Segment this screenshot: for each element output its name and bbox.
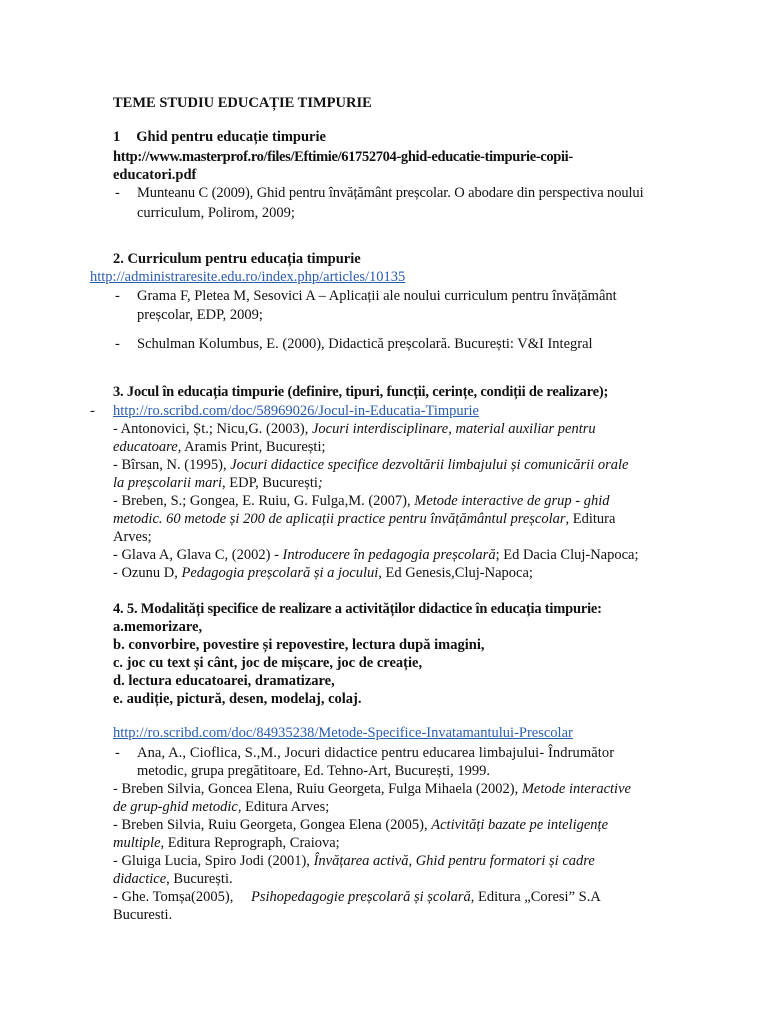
ref-text: ; <box>317 475 323 491</box>
ref-text: - Breben Silvia, Ruiu Georgeta, Gongea Elena (2005), <box>113 817 428 833</box>
ref-text: - Breben, S.; Gongea, E. Ruiu, G. Fulga,M. (2007), <box>113 493 411 509</box>
ref-text: , EDP, București <box>222 475 318 491</box>
bullet-dash: - <box>115 745 120 761</box>
ref-title-italic: Metode interactive <box>521 781 631 797</box>
ref-title-italic: educatoare <box>113 439 178 455</box>
bullet-dash: - <box>115 336 120 352</box>
ref-text: , Editura <box>565 511 616 527</box>
section-4-ref-5-line-1 <box>113 888 601 906</box>
section-1-url-line-2[interactable]: educatori.pdf <box>113 167 197 183</box>
ref-text: , Editura „Coresi” S.A <box>470 889 601 905</box>
section-4-ref-4-line-1 <box>113 852 595 870</box>
ref-text: , Aramis Print, București; <box>177 439 326 455</box>
section-4-item-c: c. joc cu text și cânt, joc de mișcare, joc de creație, <box>113 655 423 671</box>
ref-title-italic: didactice <box>113 871 167 887</box>
ref-text: - Glava A, Glava C, (2002) - <box>113 547 279 563</box>
section-4-ref-4-line-2 <box>113 870 233 888</box>
ref-title-italic: metodic. 60 metode și 200 de aplicații practice pentru învățământul preșcolar <box>113 511 566 527</box>
section-4-ref-3-line-1 <box>113 816 608 834</box>
section-4-item-d: d. lectura educatoarei, dramatizare, <box>113 673 335 689</box>
section-3-ref-5 <box>113 564 533 582</box>
ref-title-italic: de grup-ghid metodic <box>113 799 238 815</box>
ref-title-italic: Pedagogia preșcolară și a jocului <box>181 565 379 581</box>
section-3-ref-3-line-2 <box>113 510 615 528</box>
section-3-ref-2-line-2 <box>113 474 323 492</box>
section-4-ref-2-line-2 <box>113 798 329 816</box>
ref-title-italic: Învățarea activă, Ghid pentru formatori și cadre <box>313 853 595 869</box>
section-3-ref-2-line-1 <box>113 456 628 474</box>
section-2-ref-2: Schulman Kolumbus, E. (2000), Didactică preșcolară. București: V&I Integral <box>137 336 593 352</box>
ref-text: , Ed Genesis,Cluj-Napoca; <box>378 565 533 581</box>
ref-text: - Gluiga Lucia, Spiro Jodi (2001), <box>113 853 310 869</box>
section-3-heading: 3. Jocul în educația timpurie (definire, tipuri, funcții, cerințe, condiții de realizare); <box>113 384 609 400</box>
section-2-link[interactable]: http://administraresite.edu.ro/index.php/articles/10135 <box>90 269 406 285</box>
section-2-ref-1-line-2: preșcolar, EDP, 2009; <box>137 307 263 323</box>
section-4-ref-3-line-2 <box>113 834 340 852</box>
ref-text: - Ghe. Tomșa(2005), <box>113 889 234 905</box>
ref-title-italic: Jocuri didactice specifice dezvoltării limbajului și comunicării orale <box>230 457 629 473</box>
ref-title-italic: la preșcolarii mari <box>113 475 223 491</box>
section-3-ref-1-line-1 <box>113 420 689 438</box>
section-2-ref-1-text: Grama F, Pletea M, Sesovici A – Aplicații ale noului curriculum pentru învățământ <box>137 288 617 304</box>
section-1-ref-1-line-2: curriculum, Polirom, 2009; <box>137 205 295 221</box>
bullet-dash: - <box>115 288 120 304</box>
section-4-ref-1-line-2: metodic, grupa pregătitoare, Ed. Tehno-Art, București, 1999. <box>137 763 491 779</box>
section-4-ref-1-line-1: Ana, A., Cioflica, S.,M., Jocuri didactice pentru educarea limbajului- Îndrumător <box>137 745 615 761</box>
ref-title-italic: Activități bazate pe inteligențe <box>431 817 609 833</box>
section-4-link[interactable]: http://ro.scribd.com/doc/84935238/Metode-Specifice-Invatamantului-Prescolar <box>113 725 573 741</box>
section-3-ref-1-line-2 <box>113 438 326 456</box>
section-4-item-e: e. audiție, pictură, desen, modelaj, colaj. <box>113 691 362 707</box>
document-title: TEME STUDIU EDUCAȚIE TIMPURIE <box>113 95 372 111</box>
bullet-dash: - <box>115 185 120 201</box>
section-4-item-a: a.memorizare, <box>113 619 203 635</box>
section-3-link[interactable]: http://ro.scribd.com/doc/58969026/Jocul-in-Educatia-Timpurie <box>113 403 479 419</box>
section-2-heading: 2. Curriculum pentru educația timpurie <box>113 251 361 267</box>
bullet-dash: - <box>90 403 95 419</box>
ref-text: , Editura Arves; <box>237 799 330 815</box>
ref-text: - Antonovici, Șt.; Nicu,G. (2003), <box>113 421 309 437</box>
ref-text: , Editura Reprograph, Craiova; <box>160 835 340 851</box>
ref-title-italic: Psihopedagogie preșcolară și școlară <box>250 889 471 905</box>
ref-title-italic: Metode interactive de grup - ghid <box>414 493 610 509</box>
ref-text: - Ozunu D, <box>113 565 178 581</box>
ref-title-italic: multiple <box>113 835 161 851</box>
ref-text: - Breben Silvia, Goncea Elena, Ruiu Georgeta, Fulga Mihaela (2002), <box>113 781 519 797</box>
section-2-ref-1-line-1 <box>137 287 677 305</box>
section-3-ref-4 <box>113 546 639 564</box>
section-1-url-line-1[interactable]: http://www.masterprof.ro/files/Eftimie/61752704-ghid-educatie-timpurie-copii- <box>113 149 573 165</box>
ref-title-italic: Introducere în pedagogia preșcolară <box>282 547 496 563</box>
section-3-ref-3-line-3: Arves; <box>113 529 152 545</box>
section-1-title: Ghid pentru educație timpurie <box>136 129 326 145</box>
ref-title-italic: Jocuri interdisciplinare, material auxiliar pentru <box>311 421 596 437</box>
ref-text: - Bîrsan, N. (1995), <box>113 457 227 473</box>
section-3-ref-3-line-1 <box>113 492 610 510</box>
section-4-ref-5-line-2: Bucuresti. <box>113 907 173 923</box>
section-4-heading: 4. 5. Modalități specifice de realizare a activităților didactice în educația timpurie: <box>113 601 602 617</box>
section-4-item-b: b. convorbire, povestire și repovestire, lectura după imagini, <box>113 637 485 653</box>
ref-text: ; Ed Dacia Cluj-Napoca; <box>495 547 639 563</box>
section-1-heading <box>113 128 326 146</box>
ref-text: , București. <box>166 871 233 887</box>
section-4-ref-2-line-1 <box>113 780 631 798</box>
section-1-number: 1 <box>113 129 121 145</box>
section-1-ref-1-line-1: Munteanu C (2009), Ghid pentru învățământ preșcolar. O abodare din perspectiva noului <box>137 185 644 201</box>
